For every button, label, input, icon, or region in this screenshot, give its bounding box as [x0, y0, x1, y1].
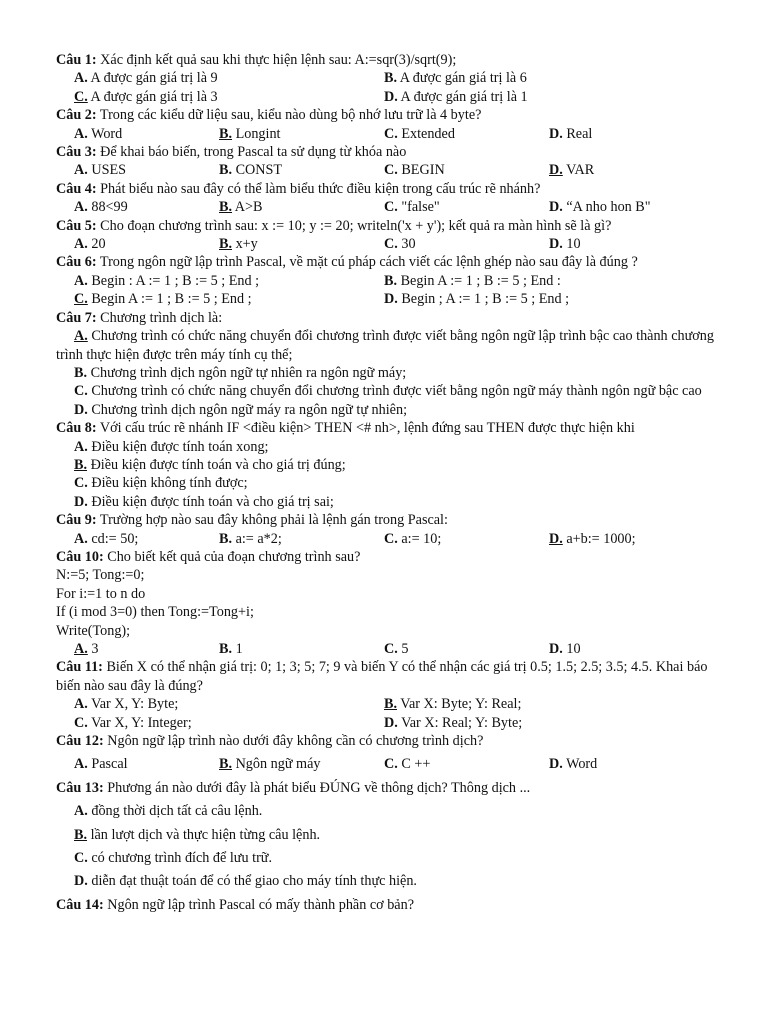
question-2	[56, 106, 728, 143]
option-a: A. Var X, Y: Byte;	[74, 696, 179, 713]
option-c: C. Var X, Y: Integer;	[74, 714, 192, 731]
option-c: C. 5	[384, 641, 409, 657]
question-9	[56, 511, 728, 548]
question-1	[56, 51, 728, 106]
question-text: Để khai báo biến, trong Pascal ta sử dụng từ khóa nào	[96, 144, 407, 161]
option-b: B. CONST	[219, 162, 283, 179]
option-d: D. 10	[549, 641, 581, 657]
question-label: Câu 11:	[56, 659, 103, 676]
option-d: D. Var X: Real; Y: Byte;	[384, 714, 523, 731]
option-a: A. Chương trình có chức năng chuyển đổi chương trình được viết bằng ngôn ngữ lập trình bậc cao thành chương trình thực hiện được trên máy tính cụ thể;	[56, 328, 714, 363]
option-b: B. Begin A := 1 ; B := 5 ; End :	[384, 272, 561, 289]
question-8	[56, 419, 728, 511]
question-label: Câu 12:	[56, 733, 104, 750]
question-text: Trường hợp nào sau đây không phải là lệnh gán trong Pascal:	[96, 512, 448, 529]
question-text: Phát biểu nào sau đây có thể làm biểu thức điều kiện trong cấu trúc rẽ nhánh?	[96, 180, 541, 197]
question-label: Câu 10:	[56, 548, 104, 565]
question-label: Câu 1:	[56, 52, 97, 68]
option-b: B. Var X: Byte; Y: Real;	[384, 696, 522, 713]
question-text: Cho đoạn chương trình sau: x := 10; y := 20; writeln('x + y'); kết quả ra màn hình sẽ là gì?	[96, 217, 612, 234]
question-label: Câu 9:	[56, 512, 97, 529]
question-13	[56, 779, 728, 891]
option-c: C. "false"	[384, 199, 440, 216]
option-c: C. Chương trình có chức năng chuyển đổi chương trình được viết bằng ngôn ngữ máy thành ngôn ngữ bậc cao	[74, 383, 702, 400]
option-b: B. A>B	[219, 199, 263, 216]
option-d: D. VAR	[549, 162, 595, 179]
option-a: A. đồng thời dịch tất cả câu lệnh.	[74, 803, 263, 820]
option-b: B. Điều kiện được tính toán và cho giá trị đúng;	[74, 456, 346, 473]
question-4	[56, 180, 728, 217]
question-text: Ngôn ngữ lập trình Pascal có mấy thành phần cơ bản?	[103, 896, 414, 913]
question-text: Biến X có thể nhận giá trị: 0; 1; 3; 5; 7; 9 và biến Y có thể nhận các giá trị 0.5; 1.5; 2.5; 3.5; 4.5. Khai báo biến nào sau đây là đúng?	[56, 659, 708, 694]
option-a: A. Pascal	[74, 756, 128, 773]
option-d: D. “A nho hon B"	[549, 199, 651, 216]
option-a: A. Begin : A := 1 ; B := 5 ; End ;	[74, 272, 260, 289]
question-text: Phương án nào dưới đây là phát biểu ĐÚNG về thông dịch? Thông dịch ...	[103, 779, 531, 796]
question-text: Chương trình dịch là:	[96, 309, 223, 326]
option-a: A. Word	[74, 125, 123, 142]
question-text: Xác định kết quả sau khi thực hiện lệnh sau: A:=sqr(3)/sqrt(9);	[96, 52, 457, 68]
option-b: B. 1	[219, 641, 243, 657]
option-d: D. Begin ; A := 1 ; B := 5 ; End ;	[384, 291, 570, 308]
question-6	[56, 253, 728, 308]
option-b: B. Ngôn ngữ máy	[219, 756, 321, 773]
option-b: B. lần lượt dịch và thực hiện từng câu lệnh.	[74, 826, 321, 843]
option-b: B. A được gán giá trị là 6	[384, 70, 527, 87]
question-label: Câu 4:	[56, 180, 97, 197]
option-a: A. USES	[74, 162, 127, 179]
code-line: For i:=1 to n do	[56, 585, 146, 602]
option-c: C. 30	[384, 236, 416, 253]
question-label: Câu 5:	[56, 217, 97, 234]
question-12	[56, 732, 728, 774]
option-d: D. 10	[549, 236, 581, 253]
question-5	[56, 217, 728, 254]
option-a: A. cd:= 50;	[74, 530, 139, 547]
option-d: D. Real	[549, 125, 593, 142]
option-a: A. 20	[74, 236, 106, 253]
option-c: C. C ++	[384, 756, 431, 773]
question-label: Câu 3:	[56, 144, 97, 161]
option-c: C. Begin A := 1 ; B := 5 ; End ;	[74, 291, 252, 308]
question-text: Cho biết kết quả của đoạn chương trình sau?	[103, 548, 361, 565]
option-b: B. x+y	[219, 236, 258, 253]
question-text: Ngôn ngữ lập trình nào dưới đây không cần có chương trình dịch?	[103, 733, 484, 750]
option-b: B. Longint	[219, 125, 281, 142]
question-text: Trong ngôn ngữ lập trình Pascal, về mặt cú pháp cách viết các lệnh ghép nào sau đây là đúng ?	[96, 254, 638, 271]
code-line: N:=5; Tong:=0;	[56, 567, 145, 584]
option-c: C. BEGIN	[384, 162, 445, 179]
option-a: A. Điều kiện được tính toán xong;	[74, 438, 269, 455]
question-label: Câu 2:	[56, 107, 97, 124]
option-c: C. Điều kiện không tính được;	[74, 475, 248, 492]
option-c: C. a:= 10;	[384, 530, 442, 547]
option-a: A. 3	[74, 641, 99, 657]
option-d: D. Word	[549, 756, 598, 773]
option-d: D. diễn đạt thuật toán để có thể giao cho máy tính thực hiện.	[74, 873, 417, 890]
option-d: D. A được gán giá trị là 1	[384, 88, 528, 105]
question-label: Câu 14:	[56, 896, 104, 913]
option-c: C. Extended	[384, 125, 455, 142]
option-c: C. A được gán giá trị là 3	[74, 88, 218, 105]
question-10	[56, 548, 728, 658]
question-3	[56, 143, 728, 180]
code-line: If (i mod 3=0) then Tong:=Tong+i;	[56, 604, 254, 621]
option-d: D. Điều kiện được tính toán và cho giá trị sai;	[74, 493, 334, 510]
option-d: D. Chương trình dịch ngôn ngữ máy ra ngôn ngữ tự nhiên;	[74, 401, 408, 418]
option-b: B. a:= a*2;	[219, 530, 282, 547]
option-d: D. a+b:= 1000;	[549, 530, 636, 547]
question-11	[56, 658, 728, 732]
question-14	[56, 896, 728, 914]
question-text: Trong các kiểu dữ liệu sau, kiểu nào dùng bộ nhớ lưu trữ là 4 byte?	[96, 107, 482, 124]
question-label: Câu 6:	[56, 254, 97, 271]
option-a: A. 88<99	[74, 199, 128, 216]
option-b: B. Chương trình dịch ngôn ngữ tự nhiên ra ngôn ngữ máy;	[74, 364, 407, 381]
question-label: Câu 7:	[56, 309, 97, 326]
question-label: Câu 8:	[56, 420, 97, 437]
option-a: A. A được gán giá trị là 9	[74, 70, 218, 87]
question-label: Câu 13:	[56, 779, 104, 796]
question-text: Với cấu trúc rẽ nhánh IF <điều kiện> THEN <# nh>, lệnh đứng sau THEN được thực hiện khi	[96, 420, 635, 437]
code-line: Write(Tong);	[56, 622, 131, 639]
option-c: C. có chương trình đích để lưu trữ.	[74, 850, 273, 867]
question-7	[56, 309, 728, 419]
